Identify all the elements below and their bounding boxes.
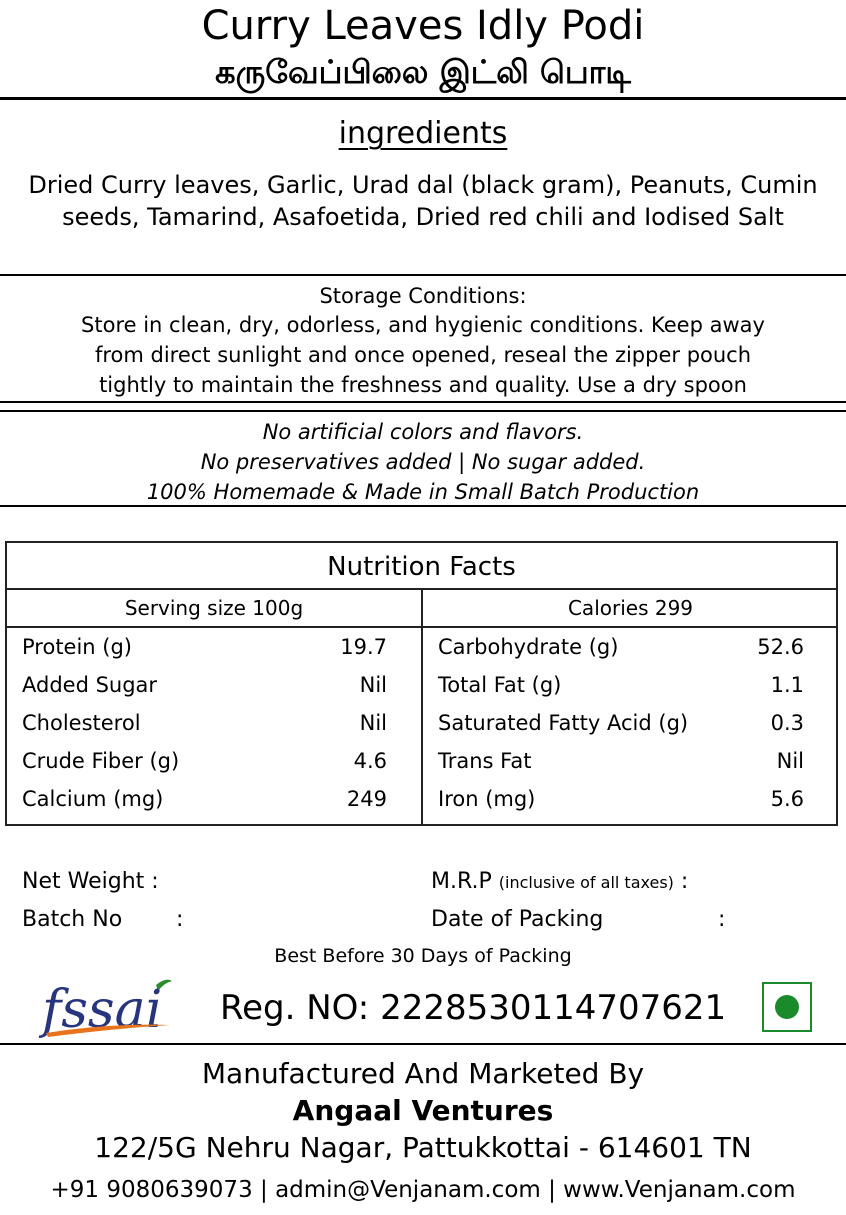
registration-number: Reg. NO: 22285301147076​21 bbox=[220, 988, 727, 1028]
best-before: Best Before 30 Days of Packing bbox=[274, 945, 572, 967]
mrp-colon: : bbox=[680, 869, 689, 894]
nutrient-label: Saturated Fatty Acid (g) bbox=[438, 711, 689, 735]
divider bbox=[0, 401, 846, 403]
nutrient-label: Iron (mg) bbox=[438, 787, 536, 811]
divider bbox=[0, 505, 846, 507]
divider bbox=[0, 1043, 846, 1045]
nutrient-value: 5.6 bbox=[770, 787, 804, 811]
nutrient-value: 249 bbox=[346, 787, 387, 811]
storage-text bbox=[0, 310, 846, 400]
nutrient-label: Calcium (mg) bbox=[22, 787, 164, 811]
nutrient-value: Nil bbox=[359, 673, 387, 697]
storage-line: Store in clean, dry, odorless, and hygienic conditions. Keep away bbox=[81, 313, 765, 337]
nutrient-value: 4.6 bbox=[353, 749, 387, 773]
nutrient-value: 52.6 bbox=[757, 635, 804, 659]
claims bbox=[0, 417, 846, 507]
veg-dot-icon bbox=[775, 995, 799, 1019]
claim-line: No preservatives added | No sugar added. bbox=[200, 450, 646, 474]
storage-heading: Storage Conditions: bbox=[319, 284, 527, 308]
contact-info: +91 9080639073 | admin@Venjanam.com | www.Venjanam.com bbox=[50, 1177, 796, 1203]
nutrient-value: 0.3 bbox=[770, 711, 804, 735]
svg-text:fssai: fssai bbox=[42, 980, 163, 1040]
net-weight-label: Net Weight : bbox=[22, 869, 159, 894]
fssai-logo bbox=[38, 975, 178, 1041]
nutrient-value: Nil bbox=[359, 711, 387, 735]
veg-mark-icon bbox=[762, 982, 812, 1032]
company-address: 122/5G Nehru Nagar, Pattukkottai - 614601 TN bbox=[94, 1131, 752, 1164]
storage-line: tightly to maintain the freshness and quality. Use a dry spoon bbox=[99, 373, 747, 397]
product-title-tamil: கருவேப்பிலை இட்லி பொடி bbox=[215, 53, 631, 91]
nutrient-label: Protein (g) bbox=[22, 635, 133, 659]
nutrition-title: Nutrition Facts bbox=[327, 552, 516, 582]
calories: Calories 299 bbox=[567, 596, 694, 620]
batch-no-colon: : bbox=[176, 907, 184, 932]
nutrient-label: Carbohydrate (g) bbox=[438, 635, 619, 659]
nutrient-label: Cholesterol bbox=[22, 711, 141, 735]
nutrient-label: Trans Fat bbox=[438, 749, 532, 773]
mrp-label bbox=[431, 867, 688, 898]
nutrient-value: Nil bbox=[776, 749, 804, 773]
divider bbox=[0, 410, 846, 412]
nutrient-label: Crude Fiber (g) bbox=[22, 749, 180, 773]
ingredients-heading: ingredients bbox=[338, 116, 508, 151]
date-of-packing-colon: : bbox=[718, 907, 726, 932]
claim-line: 100% Homemade & Made in Small Batch Production bbox=[146, 480, 700, 504]
manufacturer-heading: Manufactured And Marketed By bbox=[201, 1057, 645, 1090]
storage-line: from direct sunlight and once opened, reseal the zipper pouch bbox=[94, 343, 752, 367]
ingredients-text: Dried Curry leaves, Garlic, Urad dal (black gram), Peanuts, Cumin seeds, Tamarind, Asafoetida, Dried red chili and Iodised Salt bbox=[28, 171, 818, 231]
mrp-note: (inclusive of all taxes) bbox=[498, 873, 674, 892]
nutrient-label: Added Sugar bbox=[22, 673, 158, 697]
nutrient-value: 1.1 bbox=[770, 673, 804, 697]
nutrient-label: Total Fat (g) bbox=[438, 673, 562, 697]
mrp-text: M.R.P bbox=[431, 869, 492, 894]
company-name: Angaal Ventures bbox=[292, 1094, 554, 1127]
batch-no-label: Batch No bbox=[22, 907, 123, 932]
divider bbox=[0, 97, 846, 100]
divider bbox=[0, 274, 846, 276]
serving-size: Serving size 100g bbox=[124, 596, 304, 620]
product-title: Curry Leaves Idly Podi bbox=[201, 3, 645, 49]
nutrient-value: 19.7 bbox=[340, 635, 387, 659]
nutrition-facts-table bbox=[5, 541, 838, 826]
date-of-packing-label: Date of Packing bbox=[431, 907, 604, 932]
claim-line: No artificial colors and flavors. bbox=[262, 420, 584, 444]
